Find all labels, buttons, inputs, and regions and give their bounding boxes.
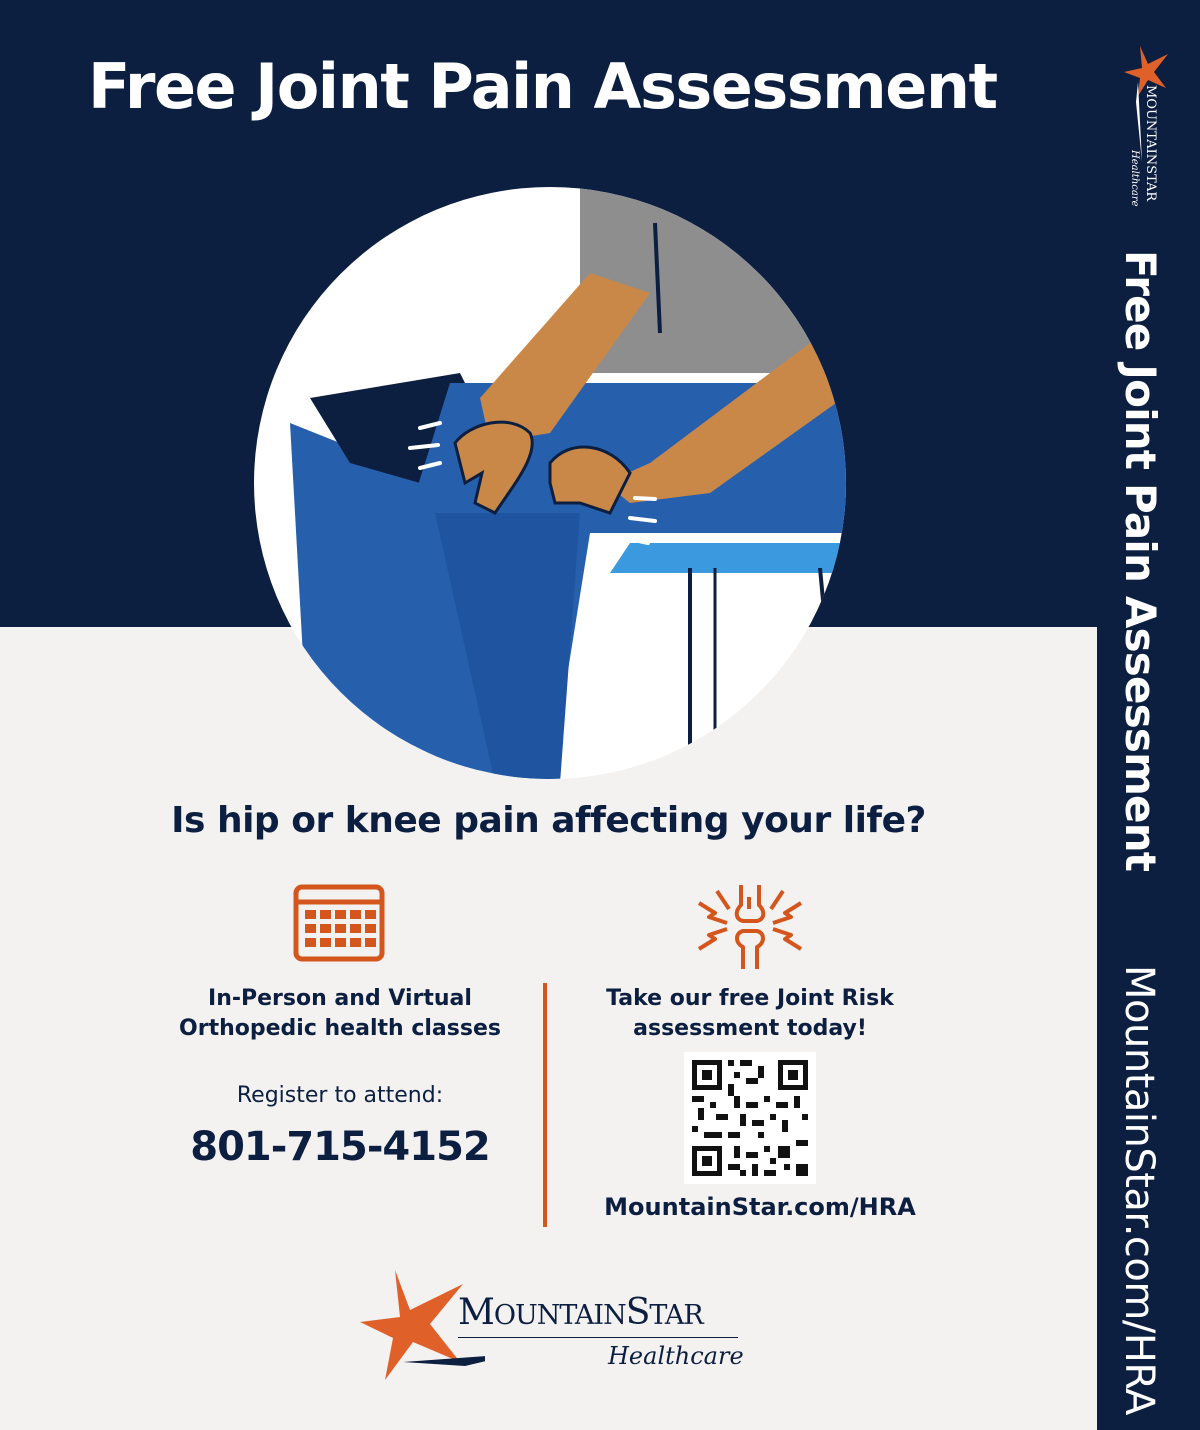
classes-line-1: In-Person and Virtual: [208, 986, 472, 1011]
mountainstar-logo: [355, 1262, 755, 1387]
joint-pain-icon: [697, 883, 803, 971]
logo-rule: [458, 1337, 738, 1338]
side-url[interactable]: MountainStar.com/HRA: [1116, 965, 1162, 1415]
side-title: Free Joint Pain Assessment: [1116, 250, 1165, 872]
assessment-url[interactable]: MountainStar.com/HRA: [604, 1193, 916, 1221]
knee-pain-illustration: [250, 183, 850, 783]
qr-code-icon[interactable]: [684, 1052, 816, 1184]
logo-subtitle: Healthcare: [608, 1342, 744, 1370]
classes-info: [150, 984, 530, 1044]
page-title: Free Joint Pain Assessment: [88, 50, 997, 123]
register-label: Register to attend:: [236, 1083, 444, 1108]
risk-assessment-info: [560, 984, 940, 1044]
risk-line-1: Take our free Joint Risk: [606, 986, 894, 1011]
side-logo-name: MOUNTAINSTAR: [1143, 85, 1158, 202]
side-logo-subtitle: Healthcare: [1129, 150, 1140, 207]
phone-number[interactable]: 801-715-4152: [190, 1124, 490, 1170]
logo-name: MOUNTAINSTAR: [458, 1292, 703, 1333]
headline-question: Is hip or knee pain affecting your life?: [171, 800, 926, 841]
calendar-icon: [293, 884, 385, 962]
column-divider: [543, 983, 547, 1227]
classes-line-2: Orthopedic health classes: [179, 1016, 501, 1041]
risk-line-2: assessment today!: [633, 1016, 867, 1041]
